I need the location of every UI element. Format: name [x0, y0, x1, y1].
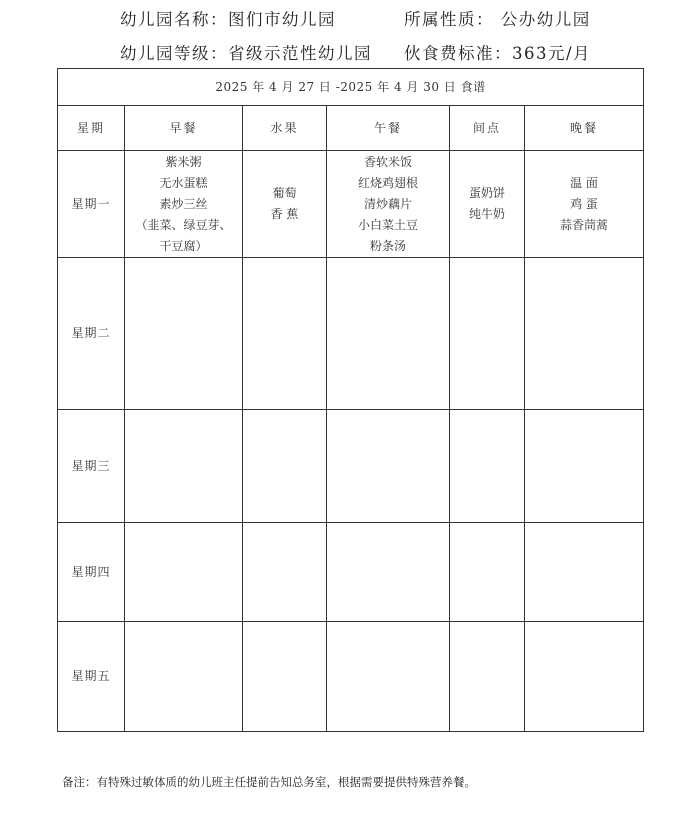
day-label: 星期二: [58, 258, 125, 410]
fruit-cell: [243, 523, 327, 622]
lunch-cell: [327, 151, 450, 258]
fruit-cell: [243, 410, 327, 523]
lunch-cell: [327, 523, 450, 622]
kindergarten-nature: 所属性质： 公办幼儿园: [404, 10, 591, 29]
kindergarten-grade: 幼儿园等级：省级示范性幼儿园: [120, 44, 372, 63]
menu-item: 红烧鸡翅根: [357, 175, 418, 190]
breakfast-cell: [125, 622, 243, 732]
menu-title: 2025 年 4 月 27 日 -2025 年 4 月 30 日 食谱: [58, 69, 644, 106]
breakfast-cell: [125, 258, 243, 410]
snack-cell: [450, 410, 525, 523]
column-header-snack: 间点: [450, 106, 525, 151]
column-header-day: 星期: [58, 106, 125, 151]
fruit-cell: [243, 622, 327, 732]
day-label: 星期五: [58, 622, 125, 732]
snack-cell: [450, 523, 525, 622]
menu-item: 香 蕉: [270, 207, 299, 221]
lunch-cell: [327, 258, 450, 410]
fruit-cell: [243, 151, 327, 258]
header-line-1: [0, 6, 700, 32]
menu-item: 鸡 蛋: [570, 196, 598, 211]
snack-cell: [450, 151, 525, 258]
menu-item: 干豆腐）: [159, 238, 208, 253]
table-row: [58, 258, 644, 410]
column-header-lunch: 午餐: [327, 106, 450, 151]
column-header-dinner: 晚餐: [525, 106, 644, 151]
day-label: 星期一: [58, 151, 125, 258]
dinner-cell: [525, 622, 644, 732]
menu-item: 小白菜土豆: [357, 217, 418, 232]
meal-fee-standard: 伙食费标准：363元/月: [404, 44, 592, 63]
dinner-cell: [525, 151, 644, 258]
menu-item: 香软米饭: [363, 154, 412, 169]
remark-note: 备注：有特殊过敏体质的幼儿班主任提前告知总务室，根据需要提供特殊营养餐。: [62, 775, 476, 789]
menu-item: 粉条汤: [369, 238, 406, 253]
fruit-cell: [243, 258, 327, 410]
dinner-cell: [525, 258, 644, 410]
table-row: [58, 151, 644, 258]
table-header-row: [58, 106, 644, 151]
table-row: [58, 410, 644, 523]
menu-item: 清炒藕片: [363, 196, 412, 211]
table-row: [58, 523, 644, 622]
day-label: 星期四: [58, 523, 125, 622]
breakfast-cell: [125, 523, 243, 622]
dinner-cell: [525, 523, 644, 622]
lunch-cell: [327, 410, 450, 523]
snack-cell: [450, 258, 525, 410]
menu-item: 蛋奶饼: [468, 186, 505, 200]
menu-item: 葡萄: [272, 186, 297, 200]
snack-cell: [450, 622, 525, 732]
menu-item: 纯牛奶: [468, 207, 505, 221]
header-line-2: [0, 40, 700, 66]
menu-item: 紫米粥: [165, 154, 202, 169]
menu-item: 温 面: [570, 175, 598, 190]
menu-item: （韭菜、绿豆芽、: [135, 217, 232, 232]
table-title-row: [58, 69, 644, 106]
table-row: [58, 622, 644, 732]
lunch-cell: [327, 622, 450, 732]
day-label: 星期三: [58, 410, 125, 523]
menu-item: 素炒三丝: [159, 196, 208, 211]
breakfast-cell: [125, 151, 243, 258]
menu-item: 无水蛋糕: [159, 175, 208, 190]
breakfast-cell: [125, 410, 243, 523]
weekly-menu-table: [57, 68, 644, 732]
dinner-cell: [525, 410, 644, 523]
menu-item: 蒜香茼蒿: [559, 217, 608, 232]
column-header-fruit: 水果: [243, 106, 327, 151]
kindergarten-name: 幼儿园名称：图们市幼儿园: [120, 10, 336, 29]
column-header-breakfast: 早餐: [125, 106, 243, 151]
